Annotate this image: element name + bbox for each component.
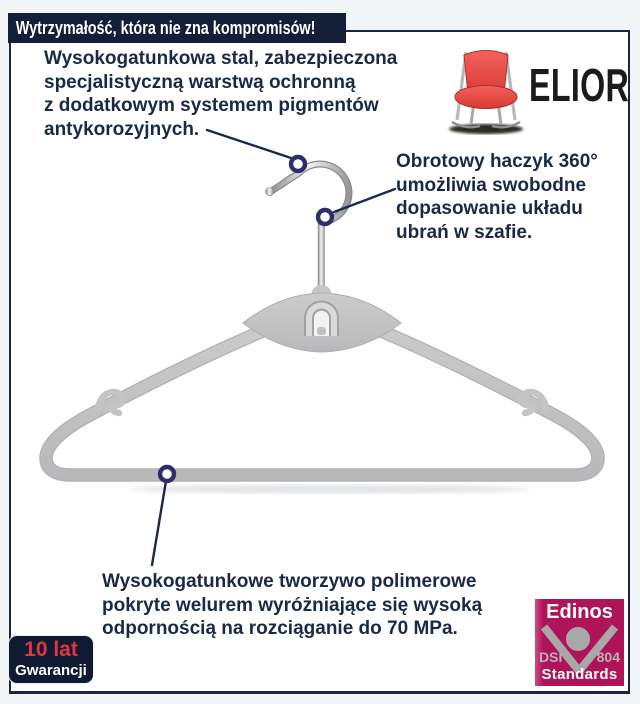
ring-marker-polymer-icon <box>160 467 174 481</box>
standards-brand: Edinos <box>546 601 613 623</box>
standards-cert-right: 804 <box>596 649 620 665</box>
hanger-metal-rod <box>318 222 325 292</box>
callout-polymer-line: pokryte welurem wyróżniające się wysoką <box>102 594 483 616</box>
callout-steel-line: Wysokogatunkowa stal, zabezpieczona <box>44 48 398 69</box>
warranty-duration: 10 lat <box>24 638 78 661</box>
callout-hook-line: dopasowanie układu <box>396 198 583 219</box>
ring-marker-hook-icon <box>318 210 332 224</box>
hanger-shadow <box>130 485 530 494</box>
callout-steel-line: z dodatkowym systemem pigmentów <box>44 95 379 116</box>
callout-steel <box>44 47 397 141</box>
headline-text: Wytrzymałość, która nie zna kompromisów! <box>15 17 316 38</box>
warranty-badge <box>8 635 94 684</box>
hook-tip-ball <box>266 188 274 196</box>
callout-line-polymer <box>152 481 166 565</box>
callout-steel-line: antykorozyjnych. <box>44 118 200 140</box>
brand-logo <box>444 44 634 136</box>
ring-marker-steel-icon <box>291 157 305 171</box>
callout-steel-line: specjalistyczną warstwą ochronną <box>44 71 356 93</box>
chair-icon <box>444 44 528 136</box>
brand-name: ELIOR <box>529 59 630 111</box>
hanger-hook-outline <box>270 164 349 222</box>
callout-hook <box>396 150 598 244</box>
standards-badge <box>535 599 624 686</box>
callout-lines <box>152 130 395 565</box>
callout-polymer-line: Wysokogatunkowe tworzywo polimerowe <box>102 571 477 592</box>
callout-polymer-line: odpornością na rozciąganie do 70 MPa. <box>102 618 458 639</box>
callout-line-hook <box>334 189 395 212</box>
callout-hook-line: ubrań w szafie. <box>396 221 533 243</box>
standards-label: Standards <box>541 666 618 683</box>
horseshoe-tab <box>317 327 326 335</box>
callout-hook-line: umożliwia swobodne <box>396 174 587 196</box>
warranty-label: Gwarancji <box>15 662 87 679</box>
callout-polymer <box>102 570 482 641</box>
standards-cert-left: DSI <box>539 649 563 665</box>
callout-hook-line: Obrotowy haczyk 360° <box>396 151 598 172</box>
headline-banner <box>8 13 346 43</box>
